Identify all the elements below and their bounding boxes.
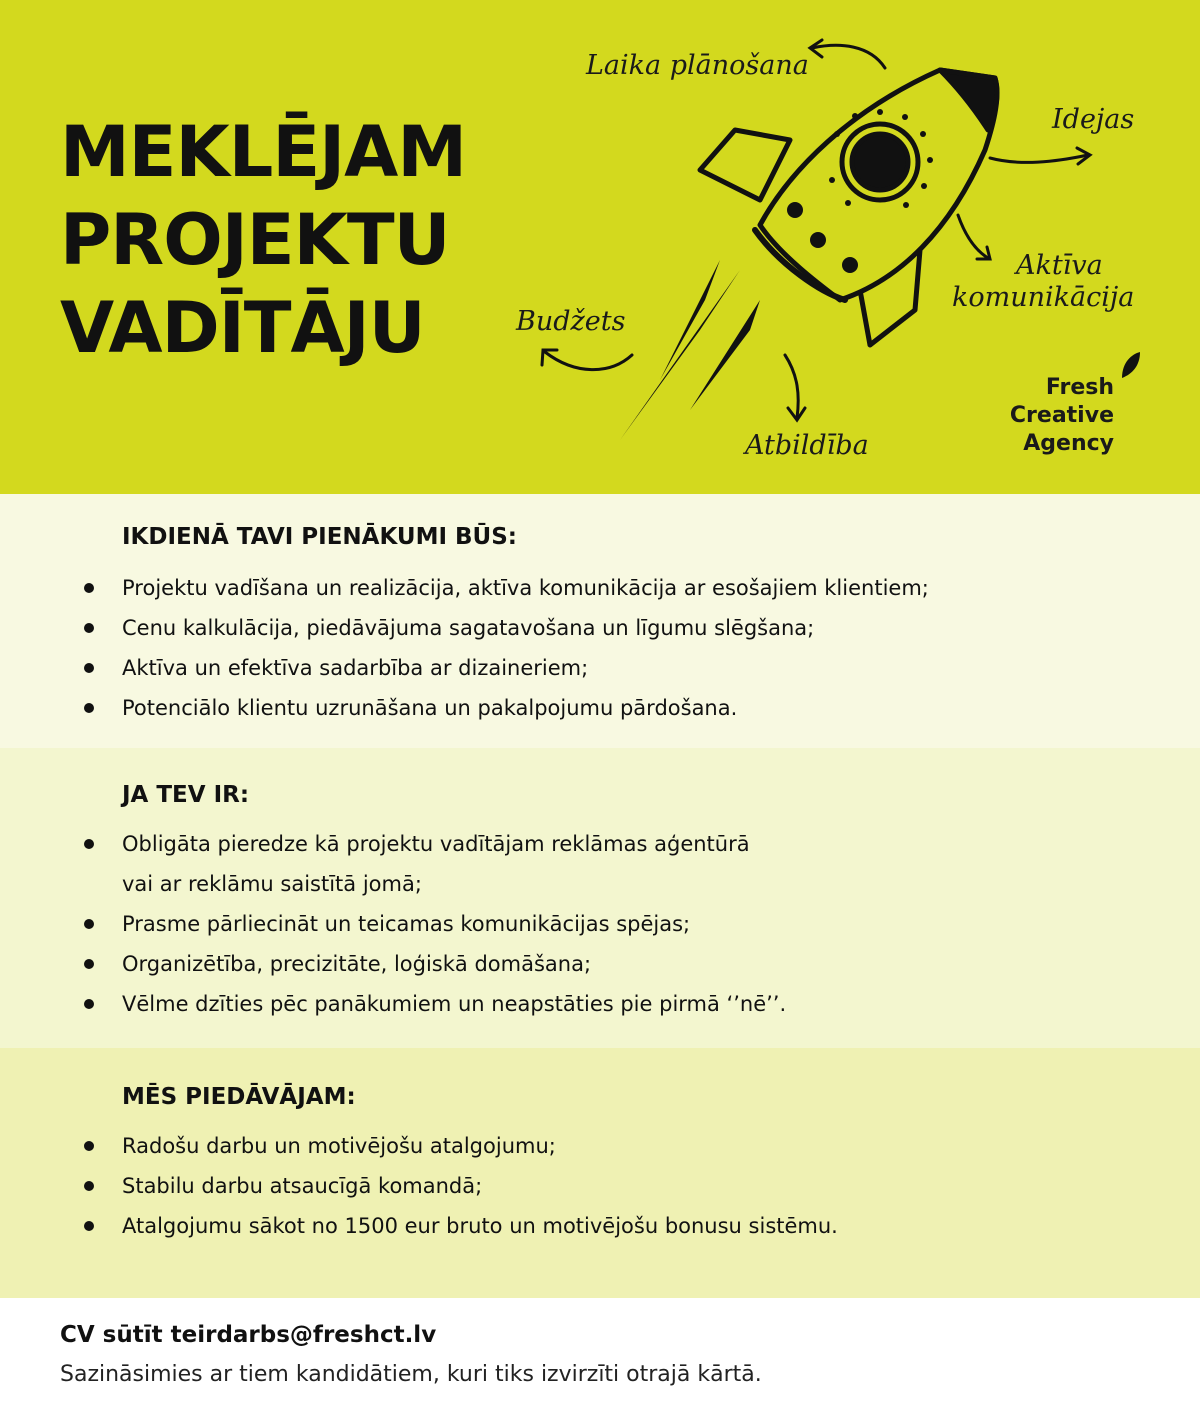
requirements-list xyxy=(0,824,1022,1024)
list-item-text: Obligāta pieredze kā projektu vadītājam reklāmas aģentūrā xyxy=(122,832,750,856)
list-item xyxy=(0,904,1022,944)
offer-list xyxy=(0,1126,1022,1246)
list-item xyxy=(0,648,1022,688)
list-item xyxy=(0,824,1022,864)
bullet-icon xyxy=(84,999,94,1009)
bullet-icon xyxy=(84,583,94,593)
duties-title: IKDIENĀ TAVI PIENĀKUMI BŪS: xyxy=(122,524,517,550)
label-active-line-1: Aktīva xyxy=(1016,250,1103,281)
list-item-text: Organizētība, precizitāte, loģiskā domāšana; xyxy=(122,952,592,976)
list-item xyxy=(0,984,1022,1024)
headline-line-3: VADĪTĀJU xyxy=(60,287,425,369)
list-item xyxy=(0,608,1022,648)
list-item-text: Vēlme dzīties pēc panākumiem un neapstāties pie pirmā ‘’nē’’. xyxy=(122,992,787,1016)
logo-line-2: Creative xyxy=(1009,403,1114,428)
list-item-text: Cenu kalkulācija, piedāvājuma sagatavošana un līgumu slēgšana; xyxy=(122,616,815,640)
headline-line-2: PROJEKTU xyxy=(60,199,450,281)
bullet-icon xyxy=(84,959,94,969)
label-ideas: Idejas xyxy=(1052,104,1135,135)
headline-line-1: MEKLĒJAM xyxy=(60,111,467,193)
offer-section xyxy=(0,1048,1200,1298)
agency-logo xyxy=(1000,374,1114,458)
list-item-text: Atalgojumu sākot no 1500 eur bruto un motivējošu bonusu sistēmu. xyxy=(122,1214,838,1238)
bullet-icon xyxy=(84,623,94,633)
logo-line-3: Agency xyxy=(1023,431,1114,456)
requirements-section xyxy=(0,748,1200,1048)
bullet-icon xyxy=(84,663,94,673)
list-item-text: Prasme pārliecināt un teicamas komunikācijas spējas; xyxy=(122,912,691,936)
label-responsibility: Atbildība xyxy=(745,430,869,461)
footer xyxy=(0,1298,1200,1422)
bullet-icon xyxy=(84,919,94,929)
hero-banner xyxy=(0,0,1200,494)
bullet-icon xyxy=(84,1221,94,1231)
label-budget: Budžets xyxy=(516,306,626,337)
duties-list xyxy=(0,568,1022,728)
bullet-icon xyxy=(84,1181,94,1191)
contact-note: Sazināsimies ar tiem kandidātiem, kuri tiks izvirzīti otrajā kārtā. xyxy=(60,1362,762,1387)
list-item xyxy=(0,1126,1022,1166)
list-item xyxy=(0,944,1022,984)
label-time-planning: Laika plānošana xyxy=(586,50,809,81)
list-item xyxy=(0,688,1022,728)
list-item-text: Projektu vadīšana un realizācija, aktīva komunikācija ar esošajiem klientiem; xyxy=(122,576,929,600)
cv-contact: CV sūtīt teirdarbs@freshct.lv xyxy=(60,1322,437,1348)
list-item xyxy=(0,568,1022,608)
list-item-text: Radošu darbu un motivējošu atalgojumu; xyxy=(122,1134,556,1158)
bullet-icon xyxy=(84,703,94,713)
list-item-text: vai ar reklāmu saistītā jomā; xyxy=(122,872,422,896)
list-item-continuation xyxy=(0,864,1022,904)
logo-line-1: Fresh xyxy=(1045,375,1114,400)
label-active-line-2: komunikācija xyxy=(952,282,1135,313)
requirements-title: JA TEV IR: xyxy=(122,782,250,808)
bullet-icon xyxy=(84,1141,94,1151)
bullet-icon xyxy=(84,839,94,849)
list-item xyxy=(0,1166,1022,1206)
list-item xyxy=(0,1206,1022,1246)
offer-title: MĒS PIEDĀVĀJAM: xyxy=(122,1084,356,1110)
list-item-text: Stabilu darbu atsaucīgā komandā; xyxy=(122,1174,483,1198)
list-item-text: Potenciālo klientu uzrunāšana un pakalpojumu pārdošana. xyxy=(122,696,738,720)
list-item-text: Aktīva un efektīva sadarbība ar dizaineriem; xyxy=(122,656,589,680)
duties-section xyxy=(0,494,1200,748)
